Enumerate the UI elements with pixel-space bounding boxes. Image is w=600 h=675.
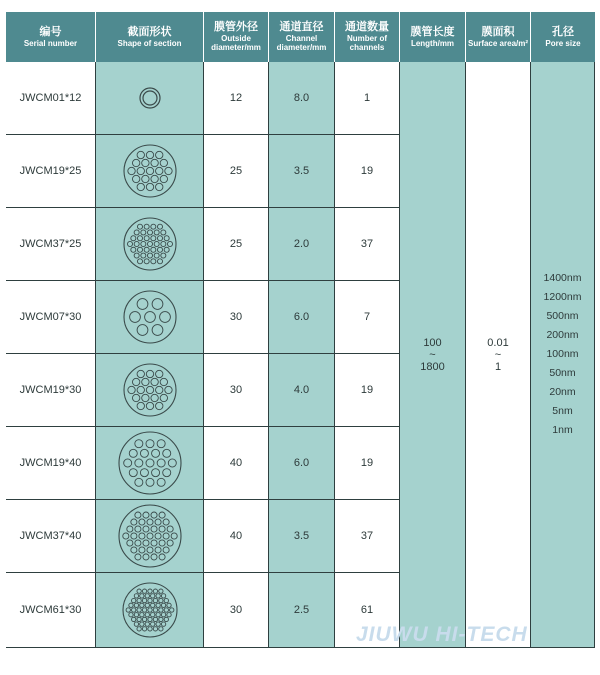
- channel-count-cell: 37: [335, 500, 400, 573]
- channel-diameter-cell: 3.5: [269, 500, 335, 573]
- length-max: 1800: [420, 360, 445, 373]
- header-len-zh: 膜管长度: [410, 26, 455, 39]
- channel-count-cell: 19: [335, 427, 400, 500]
- header-serial: [6, 12, 96, 62]
- header-area-zh: 膜面积: [481, 26, 515, 39]
- channel-count-cell: 61: [335, 573, 400, 648]
- channel-diameter-cell: 6.0: [269, 281, 335, 354]
- 19-channel-tube-icon: [117, 430, 183, 496]
- header-shape: [96, 12, 204, 62]
- specification-table: [6, 12, 595, 648]
- header-pore-zh: 孔径: [552, 26, 574, 39]
- header-od-zh: 膜管外径: [214, 21, 258, 34]
- channel-count-cell: 19: [335, 135, 400, 208]
- channel-count-cell: 1: [335, 62, 400, 135]
- serial-cell: JWCM61*30: [6, 573, 96, 648]
- outside-diameter-cell: 30: [204, 573, 269, 648]
- channel-diameter-cell: 3.5: [269, 135, 335, 208]
- channel-count-cell: 19: [335, 354, 400, 427]
- channel-diameter-cell: 6.0: [269, 427, 335, 500]
- outside-diameter-cell: 25: [204, 208, 269, 281]
- header-shape-en: Shape of section: [117, 38, 182, 48]
- length-tilde: ~: [429, 348, 436, 361]
- serial-cell: JWCM37*25: [6, 208, 96, 281]
- shape-cell: [96, 208, 204, 281]
- shape-cell: [96, 281, 204, 354]
- brand-watermark: JIUWU HI-TECH: [356, 623, 528, 646]
- serial-cell: JWCM07*30: [6, 281, 96, 354]
- serial-cell: JWCM01*12: [6, 62, 96, 135]
- outside-diameter-cell: 30: [204, 354, 269, 427]
- header-channel-count: [335, 12, 400, 62]
- length-min: 100: [423, 336, 442, 349]
- header-channel-diameter: [269, 12, 335, 62]
- pore-size-merged-cell: [531, 62, 595, 648]
- shape-cell: [96, 354, 204, 427]
- 19-channel-tube-icon: [122, 362, 178, 418]
- header-num-en1: Number of: [347, 34, 387, 44]
- channel-diameter-cell: 8.0: [269, 62, 335, 135]
- serial-cell: JWCM37*40: [6, 500, 96, 573]
- header-od-en2: diameter/mm: [211, 43, 261, 53]
- area-tilde: ~: [494, 348, 502, 361]
- header-ch-en1: Channel: [285, 34, 318, 44]
- shape-cell: [96, 62, 204, 135]
- 37-channel-tube-icon: [117, 503, 183, 569]
- channel-count-cell: 7: [335, 281, 400, 354]
- shape-cell: [96, 500, 204, 573]
- header-shape-zh: 截面形状: [127, 26, 172, 39]
- channel-diameter-cell: 2.5: [269, 573, 335, 648]
- pore-size-item: 5nm: [552, 405, 573, 417]
- 61-channel-tube-icon: [121, 581, 179, 639]
- shape-cell: [96, 573, 204, 648]
- header-serial-en: Serial number: [23, 38, 78, 48]
- pore-size-item: 50nm: [549, 367, 576, 379]
- pore-size-item: 200nm: [546, 329, 579, 341]
- header-outside-diameter: [204, 12, 269, 62]
- shape-cell: [96, 427, 204, 500]
- serial-cell: JWCM19*25: [6, 135, 96, 208]
- outside-diameter-cell: 40: [204, 427, 269, 500]
- area-min: 0.01: [487, 336, 509, 349]
- header-length: [400, 12, 466, 62]
- header-serial-zh: 编号: [39, 26, 62, 39]
- outside-diameter-cell: 25: [204, 135, 269, 208]
- header-area-en: Surface area/m²: [467, 38, 529, 48]
- area-max: 1: [494, 360, 502, 373]
- outside-diameter-cell: 40: [204, 500, 269, 573]
- header-num-zh: 通道数量: [345, 21, 389, 34]
- header-pore-en: Pore size: [545, 38, 581, 48]
- pore-size-item: 20nm: [549, 386, 576, 398]
- channel-count-cell: 37: [335, 208, 400, 281]
- serial-cell: JWCM19*30: [6, 354, 96, 427]
- header-ch-en2: diameter/mm: [276, 43, 327, 53]
- header-surface-area: [466, 12, 531, 62]
- header-pore-size: [531, 12, 595, 62]
- single-channel-tube-icon: [135, 83, 165, 113]
- area-merged-cell: [466, 62, 531, 648]
- 37-channel-tube-icon: [122, 216, 178, 272]
- header-od-en1: Outside: [221, 34, 251, 44]
- outside-diameter-cell: 12: [204, 62, 269, 135]
- outside-diameter-cell: 30: [204, 281, 269, 354]
- serial-cell: JWCM19*40: [6, 427, 96, 500]
- pore-size-item: 100nm: [546, 348, 579, 360]
- length-merged-cell: [400, 62, 466, 648]
- header-num-en2: channels: [349, 43, 385, 53]
- channel-diameter-cell: 4.0: [269, 354, 335, 427]
- header-len-en: Length/mm: [410, 38, 455, 48]
- header-ch-zh: 通道直径: [279, 21, 324, 34]
- shape-cell: [96, 135, 204, 208]
- 7-channel-tube-icon: [122, 289, 178, 345]
- pore-size-item: 1nm: [552, 424, 573, 436]
- pore-size-item: 1200nm: [543, 291, 582, 303]
- 19-channel-tube-icon: [122, 143, 178, 199]
- pore-size-item: 500nm: [546, 310, 579, 322]
- pore-size-item: 1400nm: [543, 272, 582, 284]
- channel-diameter-cell: 2.0: [269, 208, 335, 281]
